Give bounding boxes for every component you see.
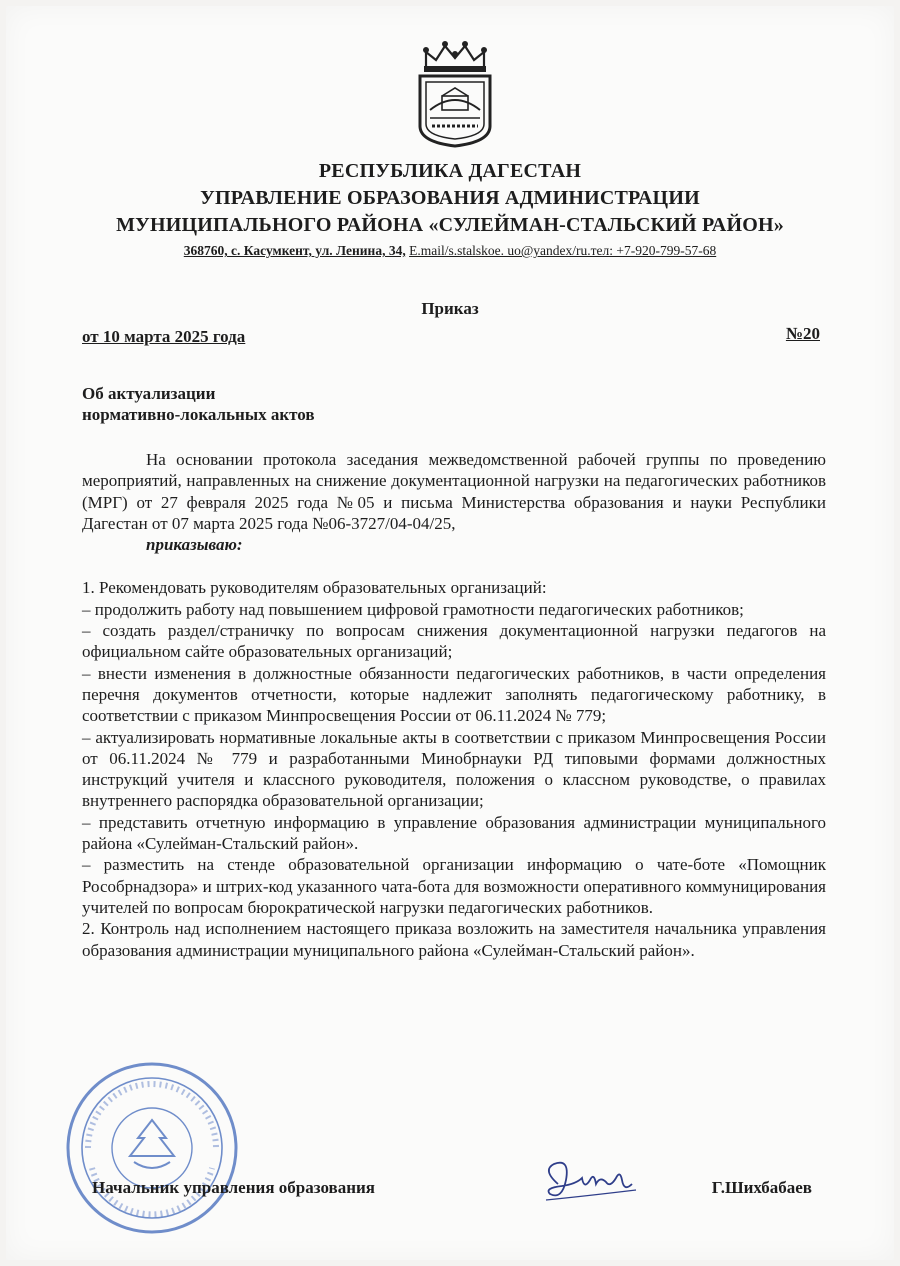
header-republic: РЕСПУБЛИКА ДАГЕСТАН: [318, 160, 582, 182]
order-date: от 10 марта 2025 года: [82, 327, 246, 346]
subject-line-1: Об актуализации: [82, 384, 216, 403]
header-address-line: [0, 241, 900, 261]
letterhead: [0, 158, 900, 261]
header-contacts: E.mail/s.stalskoe. uo@yandex/ru.тел: +7-920-799-57-68: [409, 243, 717, 258]
list-item: – создать раздел/страничку по вопросам снижения документационной нагрузки педагогов на официальном сайте образовательных организаций;: [82, 621, 826, 662]
list-item: – разместить на стенде образовательной организации информацию о чате-боте «Помощник Рособрнадзора» и штрих-код указанного чата-бота для возможности оперативного коммуницирования учителей по вопросам бюрократической нагрузки педагогических работников.: [82, 855, 826, 917]
list-item: – представить отчетную информацию в управление образования администрации муниципального района «Сулейман-Стальский район».: [82, 812, 826, 854]
header-district: МУНИЦИПАЛЬНОГО РАЙОНА «СУЛЕЙМАН-СТАЛЬСКИЙ РАЙОН»: [116, 214, 784, 236]
signer-name: Г.Шихбабаев: [711, 1178, 812, 1197]
header-department: УПРАВЛЕНИЕ ОБРАЗОВАНИЯ АДМИНИСТРАЦИИ: [200, 187, 700, 209]
order-subject: [82, 383, 315, 425]
preamble-paragraph: На основании протокола заседания межведомственной рабочей группы по проведению мероприятий, направленных на снижение документационной нагрузки на педагогических работников (МРГ) от 27 февраля 2025 года №05 и письма Министерства образования и науки Республики Дагестан от 07 марта 2025 года №06-3727/04-04/25,: [82, 450, 826, 533]
order-body: [82, 449, 826, 961]
coat-of-arms-emblem: [412, 38, 498, 148]
order-item-2: 2. Контроль над исполнением настоящего приказа возложить на заместителя начальника управления образования администрации муниципального района «Сулейман-Стальский район».: [82, 919, 826, 960]
header-address: 368760, с. Касумкент, ул. Ленина, 34,: [183, 243, 406, 258]
subject-line-2: нормативно-локальных актов: [82, 405, 315, 424]
order-word: приказываю:: [146, 535, 243, 555]
signer-position: Начальник управления образования: [92, 1178, 375, 1197]
order-number: №20: [785, 324, 820, 343]
order-title: Приказ: [421, 299, 479, 318]
list-item: – внести изменения в должностные обязанности педагогических работников, в части определения перечня документов отчетности, которые надлежит заполнять педагогическому работнику, в соответствии с приказом Минпросвещения России от 06.11.2024 № 779;: [82, 663, 826, 726]
signature-block: [92, 1178, 812, 1208]
order-item-1: 1. Рекомендовать руководителям образовательных организаций:: [82, 578, 547, 598]
list-item: – продолжить работу над повышением цифровой грамотности педагогических работников;: [82, 599, 744, 619]
official-stamp: [62, 1058, 242, 1238]
list-item: – актуализировать нормативные локальные акты в соответствии с приказом Минпросвещения России от 06.11.2024 № 779 и разработанными Минобрнауки РД типовыми формами должностных инструкций учителя и классного руководителя, положения о классном руководстве, о правилах внутреннего распорядка образовательной организации;: [82, 727, 826, 811]
